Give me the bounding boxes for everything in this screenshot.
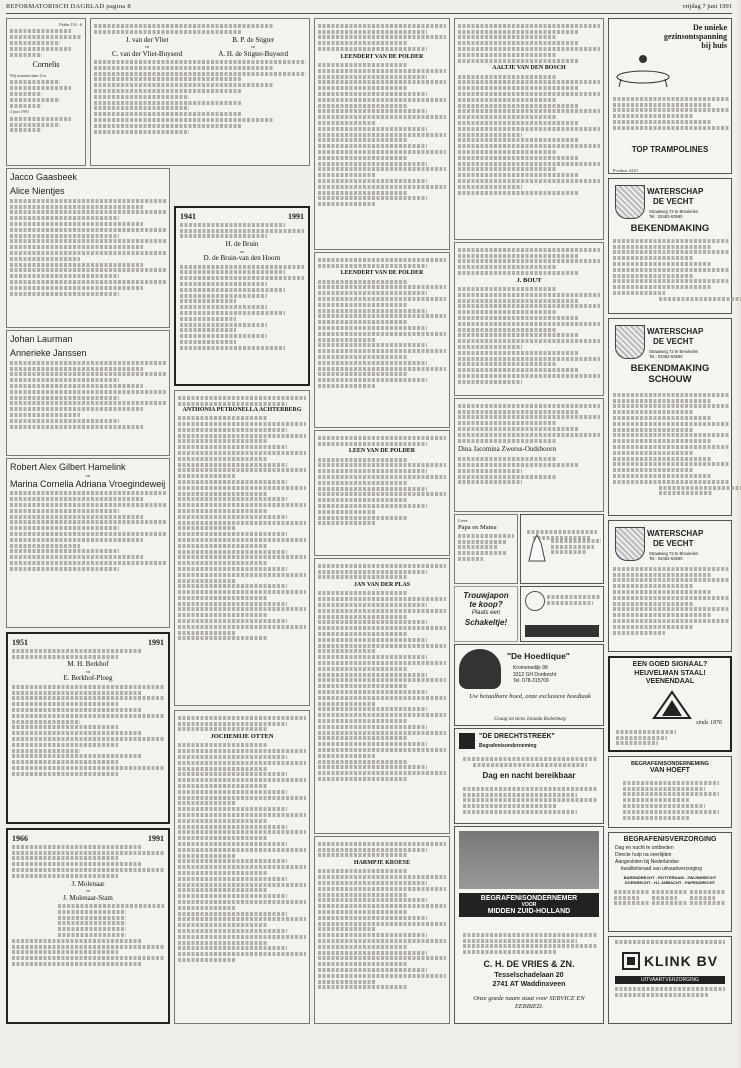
- nickname-text: Wij noemen hem Cor.: [10, 73, 47, 79]
- ad-headline: Trouwjapon: [463, 591, 509, 600]
- since-text: sinds 1876: [696, 720, 722, 726]
- husband-name: H. de Bruin: [225, 240, 259, 249]
- notice-hamelink: [6, 458, 170, 628]
- wife-name: J. Molenaar-Stam: [63, 893, 113, 902]
- notice-de-bruin: [174, 206, 310, 386]
- and-text: en: [145, 44, 150, 50]
- ad-bridal-shop: [520, 514, 604, 584]
- ad-headline-2: gezinsontspanning: [663, 32, 727, 41]
- obituary-achterberg: [174, 390, 310, 706]
- ad-heuvelman: [608, 656, 732, 752]
- brand-name: TOP TRAMPOLINES: [631, 145, 709, 154]
- ad-sub: Plaats een: [471, 610, 501, 616]
- cities-line-2: DORDRECHT - H.I. AMBACHT - PAPENDRECHT: [624, 880, 716, 885]
- company-name: KLINK BV: [643, 953, 719, 969]
- notice-papa-mama: [454, 514, 518, 584]
- service-3: Aangesloten bij Nederlandse: [615, 859, 679, 865]
- ad-trouwjapon: [454, 586, 518, 642]
- hat-icon: [459, 649, 501, 689]
- ad-van-hoeft: [608, 756, 732, 828]
- company-name: VAN HOEFT: [650, 767, 690, 774]
- firm-city: 2741 AT Waddinxveen: [492, 981, 566, 988]
- service-4: kwaliteitsraad van uitvaartverzorging: [621, 866, 702, 872]
- obituary-polder-1: [314, 18, 450, 250]
- greeting-names: Papa en Mama: [458, 523, 497, 531]
- org-sub: DE VECHT: [653, 539, 694, 548]
- ad-headline-2: te koop?: [469, 600, 503, 609]
- ad-begrafenisverzorging: [608, 832, 732, 932]
- groom-name: Jacco Gaasbeek: [10, 172, 78, 182]
- deceased-name: J. BOUT: [516, 276, 542, 284]
- shop-address: Kromenedijk 98: [513, 665, 548, 671]
- bride-name: Alice Nientjes: [10, 186, 65, 196]
- ad-headline: EEN GOED SIGNAAL?: [632, 661, 708, 668]
- obituary-van-den-bosch: [454, 18, 604, 240]
- couple1-wife: C. van der Vliet-Buyserd: [112, 49, 183, 58]
- cities-line-1: BARENDRECHT - ROTTERDAM - ZWIJNDRECHT: [623, 875, 717, 880]
- child-name: Cornelis: [32, 59, 60, 69]
- notice-heading: BEKENDMAKING SCHOUW: [630, 363, 710, 385]
- notice-zwerus: [454, 398, 604, 512]
- obituary-polder-2: [314, 252, 450, 428]
- org-phone: Tel.: 03462-63590: [649, 354, 683, 359]
- org-address: Straatweg 72 te Breukelen: [649, 209, 699, 214]
- availability-text: Dag en nacht bereikbaar: [482, 771, 576, 780]
- anniversary-years: 1941 1991: [180, 212, 304, 221]
- bride-name: Annerieke Janssen: [10, 348, 87, 358]
- firm-name: C. H. DE VRIES & ZN.: [483, 959, 575, 969]
- building-photo: [459, 831, 599, 889]
- company-name: "DE DRECHTSTREEK": [479, 733, 555, 740]
- deceased-name: JAN VAN DER PLAS: [353, 582, 411, 589]
- pharmacy-logo-icon: [525, 591, 545, 611]
- ad-region: MIDDEN ZUID-HOLLAND: [487, 908, 571, 915]
- notice-berkhof: [6, 632, 170, 824]
- deceased-name: LEENDERT VAN DE POLDER: [340, 53, 424, 60]
- shop-slogan: Uw betaalbare hoed, onze exclusieve hoedtaak: [469, 693, 591, 700]
- shop-signoff: Graag tot ziens Jolanda Rodenburg: [494, 717, 566, 722]
- org-address: Straatweg 72 te Breukelen: [649, 349, 699, 354]
- shop-name: "De Hoedtique": [507, 651, 570, 661]
- deceased-name: LEENDERT VAN DE POLDER: [340, 270, 424, 277]
- anniversary-years: 1951 1991: [12, 638, 164, 647]
- ad-headline: De unieke: [693, 23, 727, 32]
- obituary-kroese: [314, 836, 450, 1024]
- paper-title: REFORMATORISCH DAGBLAD pagina 8: [6, 3, 131, 10]
- and-text: en: [86, 888, 90, 894]
- groom-name: Johan Laurman: [10, 334, 73, 344]
- and-text: en: [86, 473, 90, 478]
- ad-klink: [608, 936, 732, 1024]
- ad-hoedtique: [454, 644, 604, 726]
- company-type: BEGRAFENISONDERNEMING: [631, 761, 709, 767]
- husband-name: M. H. Berkhof: [67, 660, 109, 669]
- waterschap-crest-icon: [615, 185, 645, 219]
- couple2-husband: B. P. de Stigter: [232, 35, 275, 44]
- notice-cornelis: [6, 18, 86, 166]
- ad-headline-2: VOOR: [521, 902, 537, 908]
- page-header: [6, 3, 732, 14]
- notice-laurman: [6, 330, 170, 456]
- org-name: WATERSCHAP: [647, 327, 704, 336]
- ad-sub-2: Schakeltje!: [464, 618, 508, 627]
- deceased-name: JOCHEMIJE OTTEN: [210, 733, 274, 741]
- and-text: en: [86, 668, 90, 674]
- and-text: en: [251, 44, 256, 50]
- org-name: WATERSCHAP: [647, 187, 704, 196]
- klink-logo-icon: [622, 952, 640, 970]
- notice-van-der-vliet: [90, 18, 310, 166]
- shop-city: 3312 GH Dordrecht: [513, 671, 557, 678]
- deceased-name: Dina Jacomina Zwerus-Oudsboorn: [458, 445, 556, 454]
- ad-headline: BEGRAFENISONDERNEMER: [480, 895, 578, 902]
- firm-slogan: Onze goede naam staat voor SERVICE EN EERBIED.: [473, 995, 585, 1010]
- service-1: Dag en nacht te ontbieden: [615, 845, 674, 851]
- obituary-polder-3: [314, 430, 450, 556]
- company-logo-icon: [459, 733, 475, 749]
- couple2-wife: A. H. de Stigter-Buyserd: [218, 49, 288, 58]
- husband-name: J. Molenaar: [71, 879, 105, 888]
- waterschap-crest-icon: [615, 325, 645, 359]
- steel-logo-icon: [652, 690, 692, 720]
- obituary-bout: [454, 242, 604, 396]
- and-text: en: [240, 248, 244, 254]
- waterschap-crest-icon: [615, 527, 645, 561]
- birth-date: 3 juni 1991: [10, 109, 30, 115]
- ad-drechtstreek: [454, 728, 604, 824]
- groom-name: Robert Alex Gilbert Hamelink: [10, 462, 126, 472]
- ad-pharmacy: [520, 586, 604, 642]
- trampoline-icon: [613, 49, 673, 89]
- deceased-name: LEEN VAN DE POLDER: [348, 448, 416, 455]
- notice-gaasbeek: [6, 168, 170, 328]
- org-phone: Tel.: 03462-63590: [649, 214, 683, 219]
- ad-city: VEENENDAAL: [645, 678, 695, 685]
- ad-headline-3: bij huis: [701, 41, 727, 50]
- deceased-name: ANTHONIA PETRONELLA ACHTERBERG: [182, 407, 302, 414]
- ad-waterschap-1: [608, 178, 732, 314]
- shop-phone: Tel. 078-315706: [513, 678, 549, 684]
- deceased-name: AALTJE VAN DEN BOSCH: [492, 65, 566, 72]
- org-address: Straatweg 72 te Breukelen: [649, 551, 699, 556]
- ad-de-vries: [454, 826, 604, 1024]
- psalm-ref: Psalm 116 : 6: [59, 22, 82, 27]
- ad-waterschap-3: [608, 520, 732, 652]
- ad-top-trampolines: [608, 18, 732, 174]
- obituary-otten: [174, 710, 310, 1024]
- couple1-husband: J. van der Vliet: [125, 35, 169, 44]
- dress-icon: [527, 533, 547, 563]
- anniversary-years: 1966 1991: [12, 834, 164, 843]
- ad-headline: BEGRAFENISVERZORGING: [623, 836, 717, 843]
- org-sub: DE VECHT: [653, 337, 694, 346]
- ad-headline-2: HEUVELMAN STAAL!: [634, 669, 706, 677]
- paper-date: vrijdag 7 juni 1991: [682, 3, 732, 10]
- org-phone: Tel.: 03462-63590: [649, 556, 683, 561]
- notice-heading: BEKENDMAKING: [630, 223, 710, 234]
- wife-name: D. de Bruin-van den Hoorn: [203, 254, 281, 263]
- obituary-van-der-plas: [314, 558, 450, 834]
- firm-street: Tesselschadelaan 20: [494, 972, 564, 979]
- notice-molenaar: [6, 828, 170, 1024]
- company-type: UITVAARTVERZORGING: [615, 976, 725, 984]
- ad-waterschap-2: [608, 318, 732, 516]
- wife-name: E. Berkhof-Ploeg: [63, 674, 113, 683]
- greeting-lead: Lieve: [458, 518, 468, 523]
- service-2: Directe hulp na overlijden: [615, 852, 672, 858]
- org-name: WATERSCHAP: [647, 529, 704, 538]
- deceased-name: HARMPJE KROESE: [353, 860, 411, 867]
- org-sub: DE VECHT: [653, 197, 694, 206]
- brand-address: Postbus 4410: [613, 168, 638, 174]
- company-type: Begrafenisonderneming: [479, 743, 537, 749]
- bride-name: Marina Cornelia Adriana Vroegindeweij: [10, 478, 166, 489]
